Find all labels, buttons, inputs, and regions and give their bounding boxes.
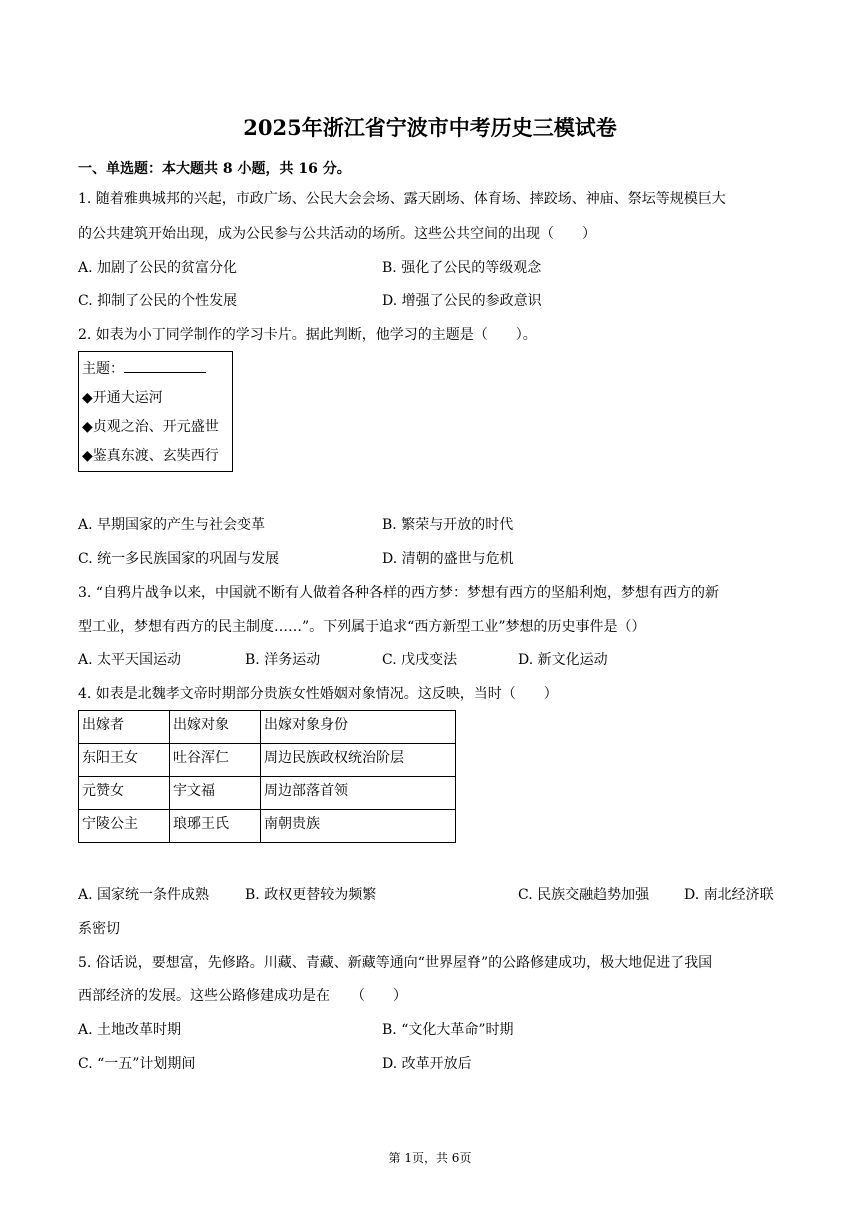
table-row	[79, 810, 456, 843]
exam-title: 2025年浙江省宁波市中考历史三模试卷	[243, 115, 617, 140]
q4-option-a: A. 国家统一条件成熟	[78, 887, 210, 903]
q2-option-b: B. 繁荣与开放的时代	[382, 517, 514, 533]
page-footer: 第 1页，共 6页	[388, 1151, 472, 1165]
table-row	[79, 744, 456, 777]
table-cell: 周边部落首领	[261, 777, 456, 810]
card-item: ◆开通大运河	[82, 390, 163, 406]
card-title-row	[82, 358, 206, 378]
table-cell: 宁陵公主	[79, 810, 170, 843]
q4-option-c: C. 民族交融趋势加强	[518, 887, 650, 903]
q5-option-a: A. 土地改革时期	[78, 1022, 182, 1038]
marriage-table	[78, 710, 456, 843]
q5-option-c: C. “一五”计划期间	[78, 1056, 196, 1072]
table-cell: 出嫁者	[79, 711, 170, 744]
q1-option-d: D. 增强了公民的参政意识	[382, 293, 542, 309]
table-cell: 东阳王女	[79, 744, 170, 777]
q4-option-b: B. 政权更替较为频繁	[245, 887, 377, 903]
q3-option-a: A. 太平天国运动	[78, 652, 182, 668]
q1-stem-line2: 的公共建筑开始出现，成为公民参与公共活动的场所。这些公共空间的出现（ ）	[78, 226, 596, 242]
q1-option-b: B. 强化了公民的等级观念	[382, 260, 542, 276]
q2-option-c: C. 统一多民族国家的巩固与发展	[78, 551, 280, 567]
q4-option-d-continued: 系密切	[78, 921, 120, 937]
q2-option-d: D. 清朝的盛世与危机	[382, 551, 514, 567]
q5-option-d: D. 改革开放后	[382, 1056, 472, 1072]
table-cell: 出嫁对象	[170, 711, 261, 744]
q3-option-b: B. 洋务运动	[245, 652, 321, 668]
q5-stem-line1: 5. 俗话说，要想富，先修路。川藏、青藏、新藏等通向“世界屋脊”的公路修建成功，极大地促进了我国	[78, 955, 713, 971]
table-cell: 吐谷浑仁	[170, 744, 261, 777]
table-cell: 周边民族政权统治阶层	[261, 744, 456, 777]
card-title: 主题：	[82, 361, 124, 377]
q1-option-c: C. 抑制了公民的个性发展	[78, 293, 238, 309]
q4-option-d: D. 南北经济联	[684, 887, 774, 903]
table-cell: 宇文福	[170, 777, 261, 810]
q4-stem: 4. 如表是北魏孝文帝时期部分贵族女性婚姻对象情况。这反映，当时（ ）	[78, 686, 558, 702]
q2-option-a: A. 早期国家的产生与社会变革	[78, 517, 266, 533]
q5-option-b: B. “文化大革命”时期	[382, 1022, 514, 1038]
table-cell: 南朝贵族	[261, 810, 456, 843]
study-card	[78, 351, 233, 472]
q5-stem-line2: 西部经济的发展。这些公路修建成功是在 （ ）	[78, 988, 407, 1004]
card-blank	[124, 358, 206, 373]
q3-stem-line2: 型工业，梦想有西方的民主制度……”。下列属于追求“西方新型工业”梦想的历史事件是（）	[78, 619, 646, 635]
table-cell: 元赞女	[79, 777, 170, 810]
table-cell: 琅琊王氏	[170, 810, 261, 843]
q3-option-c: C. 戊戌变法	[382, 652, 458, 668]
q1-stem-line1: 1. 随着雅典城邦的兴起，市政广场、公民大会会场、露天剧场、体育场、摔跤场、神庙、祭坛等规模巨大	[78, 191, 726, 207]
table-header-row	[79, 711, 456, 744]
card-item: ◆贞观之治、开元盛世	[82, 419, 219, 435]
card-item: ◆鉴真东渡、玄奘西行	[82, 448, 219, 464]
q3-option-d: D. 新文化运动	[518, 652, 608, 668]
q3-stem-line1: 3. “自鸦片战争以来，中国就不断有人做着各种各样的西方梦：梦想有西方的坚船利炮，梦想有西方的新	[78, 585, 719, 601]
table-row	[79, 777, 456, 810]
q2-stem: 2. 如表为小丁同学制作的学习卡片。据此判断，他学习的主题是（ ）。	[78, 327, 537, 343]
section-heading: 一、单选题：本大题共 8 小题，共 16 分。	[78, 161, 351, 177]
q1-option-a: A. 加剧了公民的贫富分化	[78, 260, 238, 276]
table-cell: 出嫁对象身份	[261, 711, 456, 744]
